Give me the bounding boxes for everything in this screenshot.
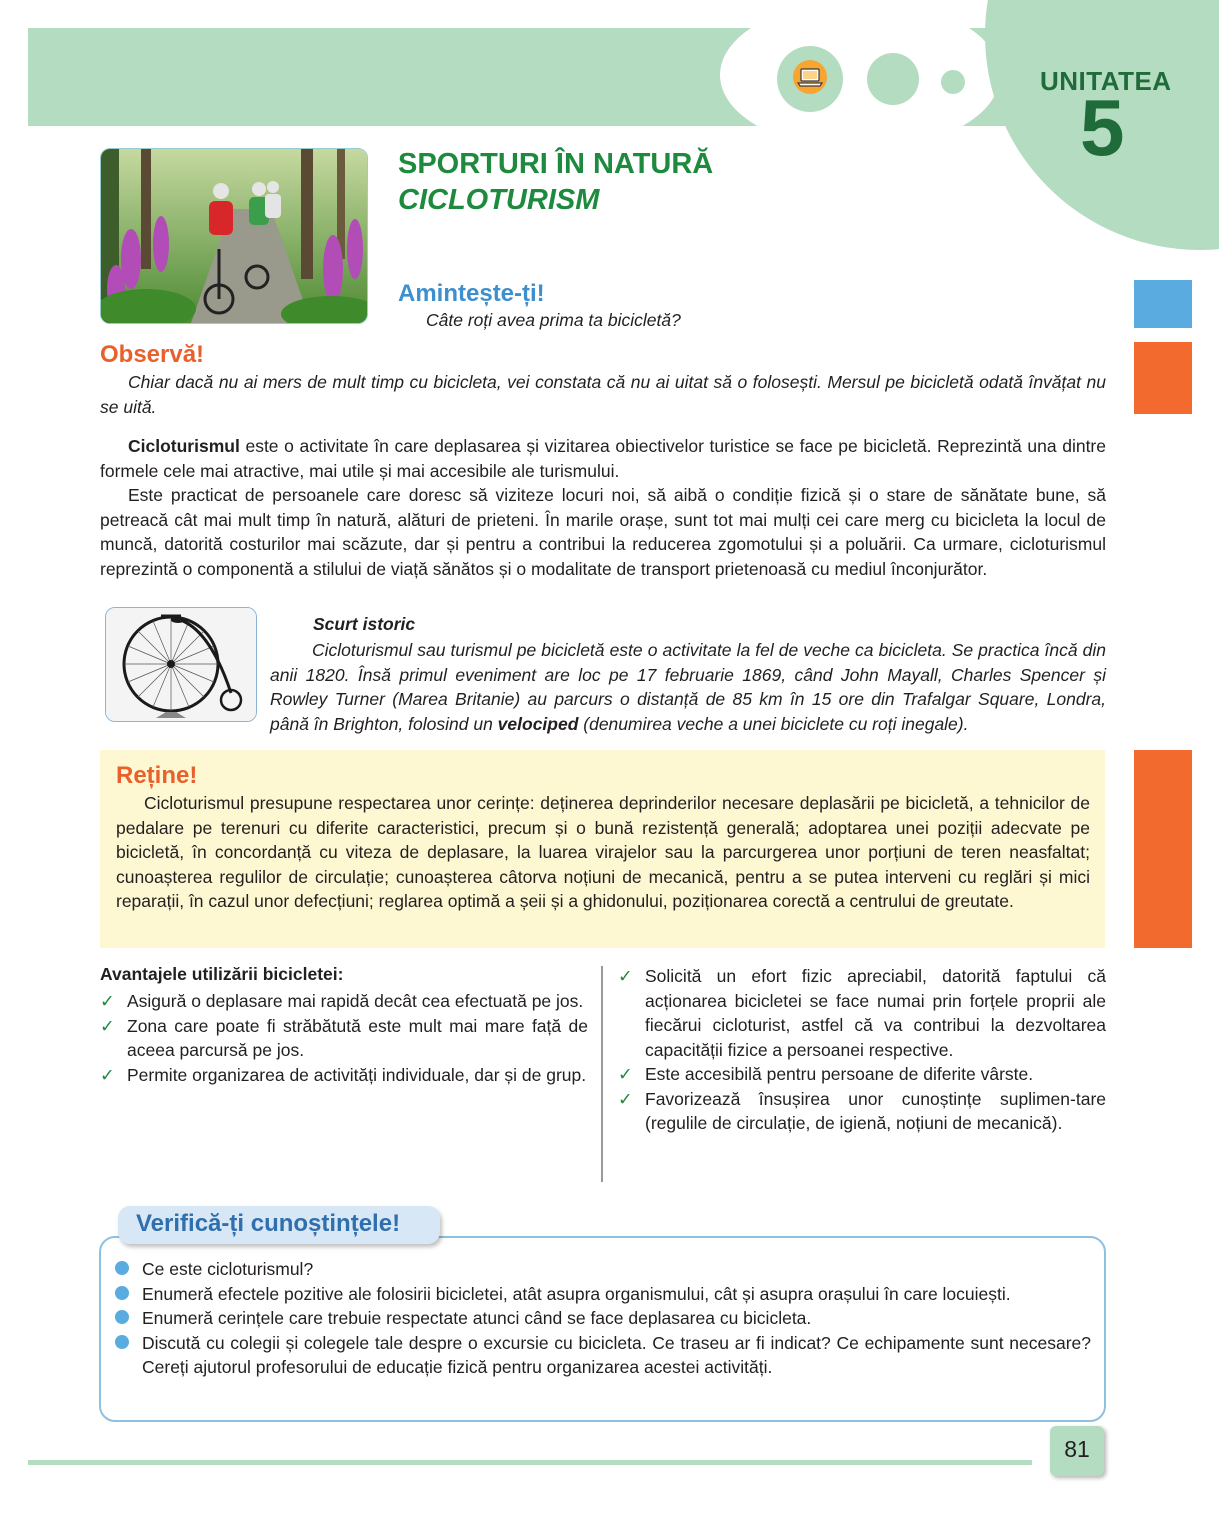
history-text-part: (denumirea veche a unei biciclete cu roți inegale). <box>578 713 969 734</box>
definition-block <box>100 434 1106 581</box>
history-bold-term: velociped <box>497 713 579 734</box>
observe-text <box>100 370 1106 419</box>
advantage-item <box>618 964 1106 1062</box>
advantage-item <box>618 1062 1106 1087</box>
footer-line <box>28 1460 1032 1465</box>
retine-text <box>116 791 1090 914</box>
advantage-text: Asigură o deplasare mai rapidă decât cea efectuată pe jos. <box>127 991 584 1011</box>
decorative-dot <box>867 53 919 105</box>
unit-number: 5 <box>1080 83 1125 172</box>
laptop-icon <box>793 60 827 94</box>
question-item <box>115 1306 1091 1331</box>
observe-text-content: Chiar dacă nu ai mers de mult timp cu bicicleta, vei constata că nu ai uitat să o folosești. Mersul pe bicicletă odată învățat nu se uită. <box>100 372 1106 417</box>
question-text: Enumeră cerințele care trebuie respectate atunci când se face deplasarea cu bicicleta. <box>142 1308 812 1328</box>
definition-term: Cicloturismul <box>128 436 240 456</box>
cyclists-photo <box>100 148 368 324</box>
definition-text: Este practicat de persoanele care doresc să viziteze locuri noi, să aibă o condiție fizică și o stare de sănătate bune, să petreacă cât mai mult timp în natură, alături de prieteni. În marile orașe, sunt tot mai mulți cei care merg cu bicicleta la locul de muncă, datorită costurilor mai scăzute, dar și pentru a contribui la reducerea zgomotului și a poluării. Ca urmare, cicloturismul reprezintă o componentă a stilului de viață sănătos și o modalitate de transport prietenoasă cu mediul înconjurător. <box>100 485 1106 579</box>
question-text: Discută cu colegii și colegele tale despre o excursie cu bicicleta. Ce traseu ar fi indicat? Ce echipamente sunt necesare? Cereți ajutorul profesorului de educație fizică pentru organizarea acestei activități. <box>142 1332 1091 1377</box>
question-text: Ce este cicloturismul? <box>142 1259 314 1279</box>
bullet-icon <box>115 1310 129 1324</box>
advantage-item <box>618 1087 1106 1136</box>
remember-question: Câte roți avea prima ta bicicletă? <box>426 310 681 330</box>
decorative-dot <box>941 70 965 94</box>
check-icon: ✓ <box>100 991 115 1011</box>
unit-label: UNITATEA <box>1040 66 1172 96</box>
advantage-text: Permite organizarea de activități individuale, dar și de grup. <box>127 1064 587 1085</box>
side-tab-orange <box>1134 750 1192 948</box>
check-icon: ✓ <box>100 1064 115 1085</box>
page-number: 81 <box>1064 1436 1090 1462</box>
retine-heading: Reține! <box>116 762 198 789</box>
page-title: SPORTURI ÎN NATURĂ <box>398 148 714 180</box>
advantages-list-left <box>100 989 588 1087</box>
retine-text-content: Cicloturismul presupune respectarea unor cerințe: deținerea deprinderilor necesare deplasării pe bicicletă, a tehnicilor de pedalare pe terenuri cu diferite caracteristici, precum și o bună rezistență generală; adoptarea unei poziții adecvate pe bicicletă, în concordanță cu viteza de deplasare, la luarea virajelor sau la parcurgerea unor porțiuni de teren neasfaltat; cunoașterea regulilor de circulație; cunoașterea câtorva noțiuni de mecanică, pentru a se putea interveni cu reglări și mici reparații, în cazul unor defecțiuni; reglarea optimă a șeii și a ghidonului, poziționarea corectă a centrului de greutate. <box>116 793 1090 911</box>
page-subtitle: CICLOTURISM <box>398 184 600 216</box>
bullet-icon <box>115 1286 129 1300</box>
history-heading: Scurt istoric <box>313 614 416 634</box>
column-divider <box>601 966 603 1182</box>
question-item <box>115 1257 1091 1282</box>
definition-paragraph <box>100 483 1106 581</box>
side-tab-orange <box>1134 342 1192 414</box>
observe-heading: Observă! <box>100 341 205 368</box>
check-icon: ✓ <box>618 966 633 986</box>
velociped-image <box>105 607 257 722</box>
advantage-text: Zona care poate fi străbătută este mult mai mare față de aceea parcursă pe jos. <box>127 1015 588 1060</box>
advantage-item <box>100 989 588 1014</box>
check-knowledge-title: Verifică-ți cunoștințele! <box>136 1210 401 1237</box>
history-text-part: Cicloturismul sau turismul pe bicicletă este o activitate la fel de veche ca bicicleta. Se practica încă din anii 1820. Însă primul eveniment are loc pe 17 februarie 1869, când John Mayall, Charles Spencer și Rowley Turner (Marea Britanie) au parcurs o distanță de 85 km în 15 ore din Trafalgar Square, Londra, până în Brighton, folosind un <box>270 640 1106 734</box>
advantages-list-right <box>618 964 1106 1136</box>
question-item <box>115 1282 1091 1307</box>
check-icon: ✓ <box>618 1088 633 1109</box>
advantage-text: Favorizează însușirea unor cunoștințe suplimen-tare (regulile de circulație, de igienă, noțiuni de mecanică). <box>645 1088 1106 1133</box>
definition-text: este o activitate în care deplasarea și vizitarea obiectivelor turistice se face pe bicicletă. Reprezintă una dintre formele cele mai atractive, mai utile și mai accesibile ale turismului. <box>100 436 1106 481</box>
question-item <box>115 1331 1091 1380</box>
advantage-text: Solicită un efort fizic apreciabil, datorită faptului că acționarea bicicletei se face numai prin forțele proprii ale fiecărui cicloturist, astfel că va contribui la dezvoltarea capacității fizice a persoanei respective. <box>645 966 1106 1060</box>
bullet-icon <box>115 1261 129 1275</box>
advantage-item <box>100 1014 588 1063</box>
question-text: Enumeră efectele pozitive ale folosirii bicicletei, atât asupra organismului, cât și asupra orașului în care locuiești. <box>142 1283 1011 1304</box>
advantage-item <box>100 1063 588 1088</box>
bullet-icon <box>115 1335 129 1349</box>
check-knowledge-list <box>115 1257 1091 1380</box>
check-icon: ✓ <box>618 1064 633 1084</box>
check-icon: ✓ <box>100 1015 115 1036</box>
definition-paragraph <box>100 434 1106 483</box>
remember-heading: Amintește-ți! <box>398 280 545 307</box>
advantages-heading: Avantajele utilizării bicicletei: <box>100 964 344 984</box>
advantage-text: Este accesibilă pentru persoane de diferite vârste. <box>645 1064 1034 1084</box>
history-text <box>270 638 1106 736</box>
side-tab-blue <box>1134 280 1192 328</box>
